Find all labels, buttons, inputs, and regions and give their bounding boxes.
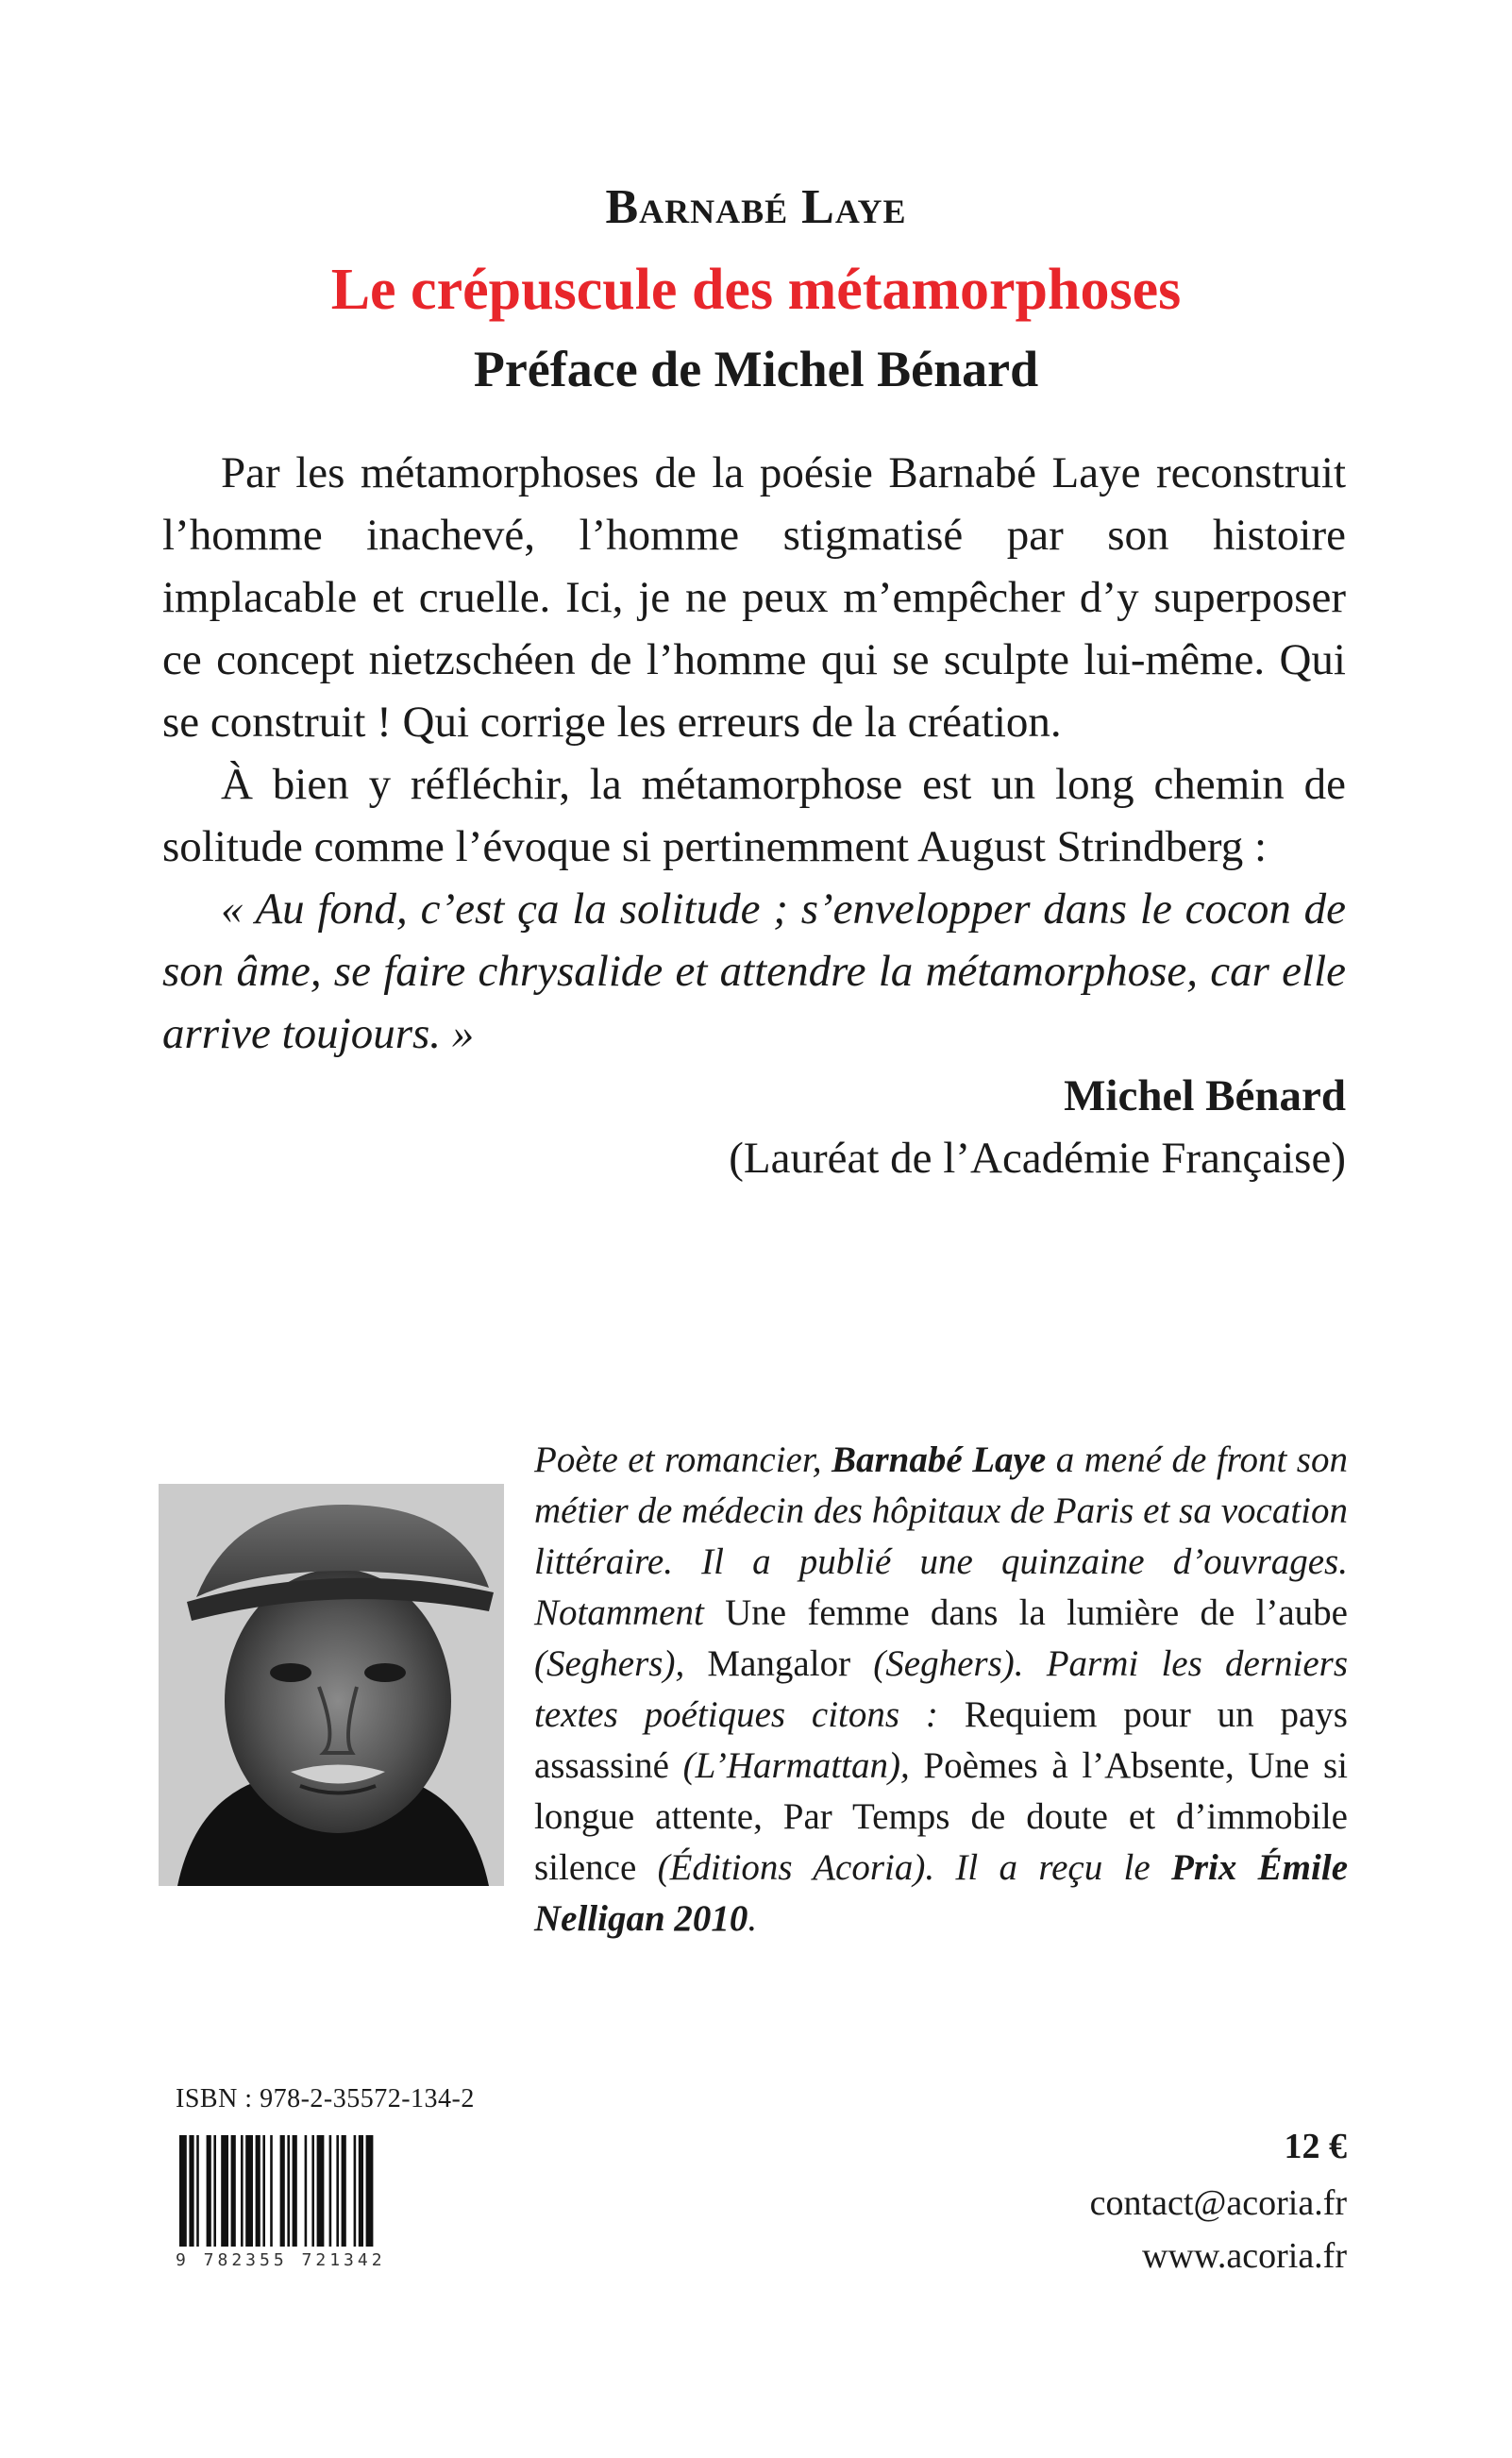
bio-work-3: Requiem pour un pays assassiné [534,1694,1348,1786]
bio-intro: Poète et romancier, [534,1439,832,1480]
bio-publisher-4: (Éditions Acoria). Il a reçu le [657,1847,1172,1888]
author-photo [159,1484,504,1886]
bio-prize: Prix Émile Nelligan 2010 [534,1847,1348,1939]
barcode-digits: 9 782355 721342 [176,2250,386,2270]
bio-end: . [748,1898,758,1939]
bio-work-1: Une femme dans la lumière de l’aube [725,1592,1348,1633]
price: 12 € [1284,2127,1347,2166]
strindberg-quote: « Au fond, c’est ça la solitude ; s’envelopper dans le cocon de son âme, se faire chrysalide et attendre la métamorphose, car elle arrive toujours. » [162,884,1346,1058]
author-name: Barnabé Laye [605,180,907,234]
bio-publisher-2: (Seghers). Parmi les derniers textes poétiques citons : [534,1643,1348,1735]
bio-career: a mené de front son métier de médecin des hôpitaux de Paris et sa vocation littéraire. Il a publié une quinzaine d’ouvrages. Notamment [534,1439,1348,1633]
author-biography [534,1435,1348,1945]
bio-publisher-1: (Seghers), [534,1643,685,1684]
bio-publisher-3: (L’Harmattan), [682,1745,910,1786]
blurb-paragraph-2: À bien y réfléchir, la métamorphose est un long chemin de solitude comme l’évoque si pertinemment August Strindberg : [162,760,1346,871]
bio-author-name: Barnabé Laye [831,1439,1047,1480]
isbn: ISBN : 978-2-35572-134-2 [176,2084,475,2113]
barcode [176,2135,506,2264]
blurb-paragraph-1: Par les métamorphoses de la poésie Barnabé Laye reconstruit l’homme inachevé, l’homme stigmatisé par son histoire implacable et cruelle. Ici, je ne peux m’empêcher d’y superposer ce concept nietzschéen de l’homme qui se sculpte lui-même. Qui se construit ! Qui corrige les erreurs de la création. [162,448,1346,747]
blurb [162,442,1346,1189]
signature-role: (Lauréat de l’Académie Française) [729,1134,1346,1183]
book-title: Le crépuscule des métamorphoses [330,258,1182,322]
signature-name: Michel Bénard [1064,1071,1346,1120]
bio-works-4: Poèmes à l’Absente, Une si longue attente, Par Temps de doute et d’immobile silence [534,1745,1348,1888]
preface-credit: Préface de Michel Bénard [473,341,1039,397]
publisher-website: www.acoria.fr [1142,2236,1347,2276]
bio-work-2: Mangalor [684,1643,874,1684]
contact-email: contact@acoria.fr [1089,2183,1347,2223]
